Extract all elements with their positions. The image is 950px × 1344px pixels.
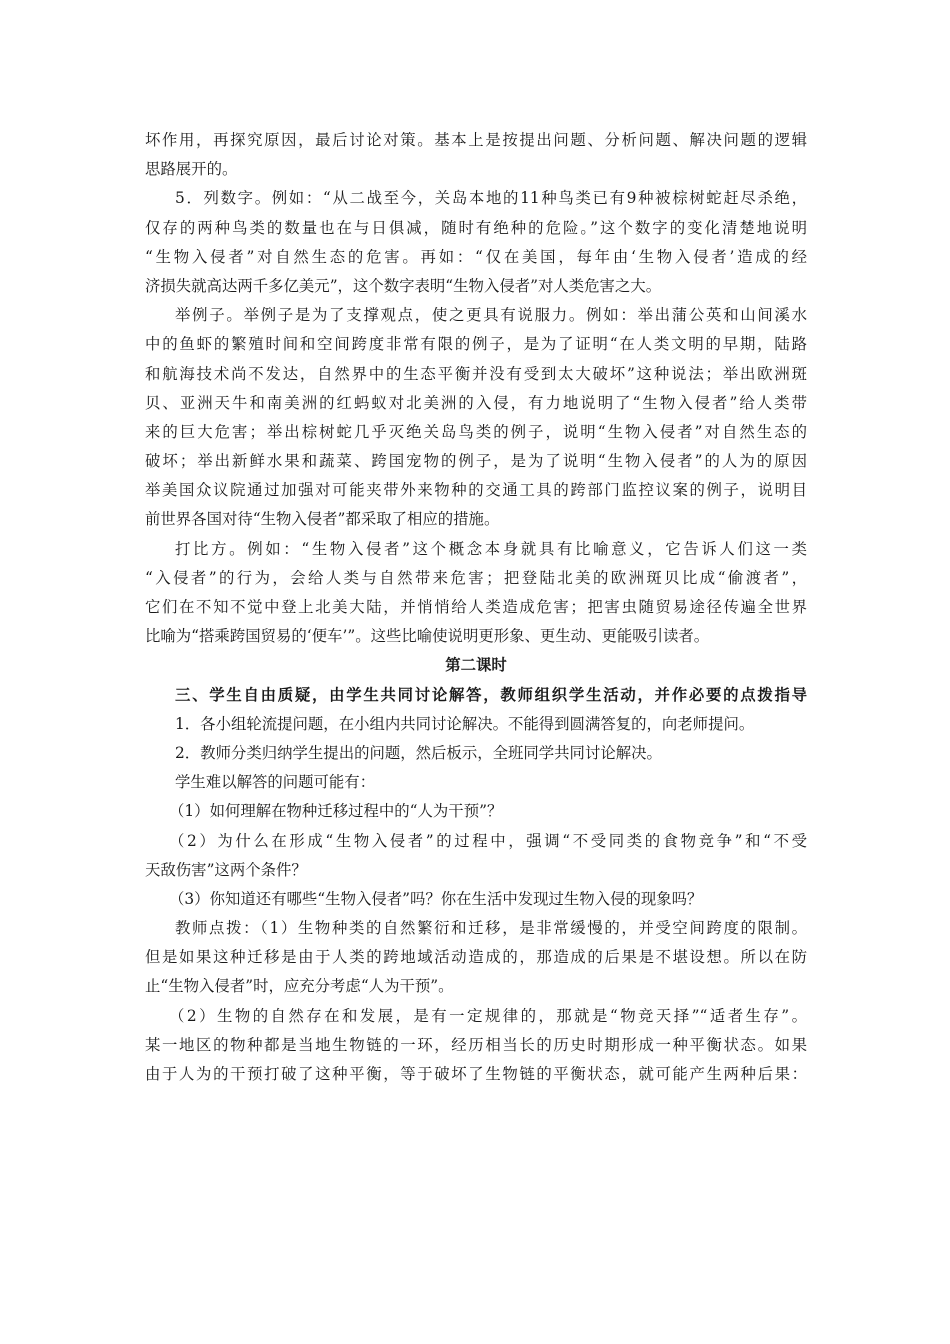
text-line: 来的巨大危害；举出棕树蛇几乎灭绝关岛鸟类的例子，说明“生物入侵者”对自然生态的 <box>145 422 807 441</box>
text-line: 济损失就高达两千多亿美元”，这个数字表明“生物入侵者”对人类危害之大。 <box>145 276 662 295</box>
text-line: 举美国众议院通过加强对可能夹带外来物种的交通工具的跨部门监控议案的例子，说明目 <box>145 481 807 500</box>
text-line: 和航海技术尚不发达，自然界中的生态平衡并没有受到太大破坏”这种说法；举出欧洲斑 <box>145 364 807 383</box>
text-line: 第二课时 <box>445 656 507 675</box>
text-line: 它们在不知不觉中登上北美大陆，并悄悄给人类造成危害；把害虫随贸易途径传遍全世界 <box>145 598 807 616</box>
text-line: 三、学生自由质疑，由学生共同讨论解答，教师组织学生活动，并作必要的点拨指导 <box>175 685 807 704</box>
text-line: 破坏；举出新鲜水果和蔬菜、跨国宠物的例子，是为了说明“生物入侵者”的人为的原因 <box>145 452 807 471</box>
text-line: （3）你知道还有哪些“生物入侵者”吗？你在生活中发现过生物入侵的现象吗？ <box>169 889 703 908</box>
text-line: 前世界各国对待“生物入侵者”都采取了相应的措施。 <box>145 510 500 529</box>
text-line: 学生难以解答的问题可能有： <box>175 773 376 792</box>
text-line: 但是如果这种迁移是由于人类的跨地域活动造成的，那造成的后果是不堪设想。所以在防 <box>145 948 807 967</box>
text-line: 某一地区的物种都是当地生物链的一环，经历相当长的历史时期形成一种平衡状态。如果 <box>145 1035 807 1054</box>
text-line: 2．教师分类归纳学生提出的问题，然后板示，全班同学共同讨论解决。 <box>175 743 662 762</box>
text-line: （2）为什么在形成“生物入侵者”的过程中，强调“不受同类的食物竞争”和“不受 <box>169 831 807 850</box>
text-line: 5．列数字。例如：“从二战至今，关岛本地的11种鸟类已有9种被棕树蛇赶尽杀绝， <box>175 189 807 208</box>
document-page <box>145 126 807 1089</box>
text-line: 天敌伤害”这两个条件？ <box>145 860 307 879</box>
text-line: 中的鱼虾的繁殖时间和空间跨度非常有限的例子，是为了证明“在人类文明的早期，陆路 <box>145 335 807 354</box>
text-line: 坏作用，再探究原因，最后讨论对策。基本上是按提出问题、分析问题、解决问题的逻辑 <box>145 131 807 149</box>
text-line: 思路展开的。 <box>145 160 238 179</box>
text-line: 贝、亚洲天牛和南美洲的红蚂蚁对北美洲的入侵，有力地说明了“生物入侵者”给人类带 <box>145 393 807 412</box>
text-line: 止“生物入侵者”时，应充分考虑“人为干预”。 <box>145 977 454 996</box>
text-line: “生物入侵者”对自然生态的危害。再如：“仅在美国，每年由‘生物入侵者’造成的经 <box>145 247 807 266</box>
text-line: 打比方。例如：“生物入侵者”这个概念本身就具有比喻意义，它告诉人们这一类 <box>175 539 807 558</box>
text-line: 举例子。举例子是为了支撑观点，使之更具有说服力。例如：举出蒲公英和山间溪水 <box>175 306 807 325</box>
text-line: （2）生物的自然存在和发展，是有一定规律的，那就是“物竞天择”“适者生存”。 <box>169 1006 807 1025</box>
text-line: 教师点拨：（1）生物种类的自然繁衍和迁移，是非常缓慢的，并受空间跨度的限制。 <box>175 919 807 938</box>
text-line: “入侵者”的行为，会给人类与自然带来危害；把登陆北美的欧洲斑贝比成“偷渡者”， <box>145 568 807 587</box>
text-line: 仅存的两种鸟类的数量也在与日俱减，随时有绝种的危险。”这个数字的变化清楚地说明 <box>145 218 807 237</box>
text-line: 由于人为的干预打破了这种平衡，等于破坏了生物链的平衡状态，就可能产生两种后果： <box>145 1065 807 1083</box>
text-line: （1）如何理解在物种迁移过程中的“人为干预”？ <box>169 802 503 821</box>
text-line: 1．各小组轮流提问题，在小组内共同讨论解决。不能得到圆满答复的，向老师提问。 <box>175 714 755 733</box>
text-line: 比喻为“搭乘跨国贸易的‘便车’”。这些比喻使说明更形象、更生动、更能吸引读者。 <box>145 627 710 646</box>
